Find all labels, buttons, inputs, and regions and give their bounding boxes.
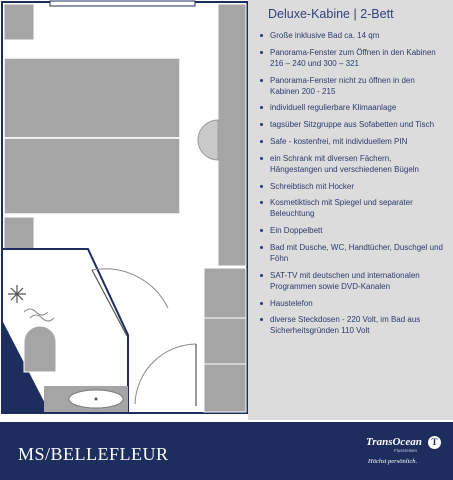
feature-list: [260, 30, 443, 336]
window-strip: [50, 1, 195, 6]
cabin-floor-plan: [0, 0, 249, 420]
feature-item: Kosmetiktisch mit Spiegel und separater Beleuchtung: [260, 197, 443, 219]
logo-subtitle: Flussreisen: [394, 448, 418, 453]
feature-item: diverse Steckdosen - 220 Volt, im Bad aus Sicherheitsgründen 110 Volt: [260, 314, 443, 336]
feature-item: Safe - kostenfrei, mit individuellem PIN: [260, 136, 443, 147]
feature-item: Panorama-Fenster zum Öffnen in den Kabinen 216 – 240 und 300 – 321: [260, 47, 443, 69]
feature-item: Große inklusive Bad ca. 14 qm: [260, 30, 443, 41]
feature-item: Ein Doppelbett: [260, 225, 443, 236]
toilet: [24, 326, 56, 372]
feature-item: ein Schrank mit diversen Fächern, Hängestangen und verschiedenen Bügeln: [260, 153, 443, 175]
wardrobe-lower-1: [204, 268, 246, 318]
transocean-logo: [362, 436, 444, 472]
ship-name: MS/BELLEFLEUR: [18, 444, 169, 464]
logo-emblem-icon: T: [428, 436, 441, 449]
feature-item: Bad mit Dusche, WC, Handtücher, Duschgel und Föhn: [260, 242, 443, 264]
sofa-back-top: [4, 4, 34, 40]
bed-upper: [4, 58, 180, 138]
wardrobe-upper: [218, 4, 246, 266]
info-panel: [248, 0, 453, 420]
logo-brand: TransOcean: [366, 436, 422, 448]
logo-slogan: Höchst persönlich.: [368, 458, 418, 465]
cabin-title: Deluxe-Kabine | 2-Bett: [268, 7, 394, 21]
sofa-back-bottom: [4, 217, 34, 249]
feature-item: SAT-TV mit deutschen und internationalen Programmen sowie DVD-Kanalen: [260, 270, 443, 292]
feature-item: individuell regulierbare Klimaanlage: [260, 102, 443, 113]
feature-item: tagsüber Sitzgruppe aus Sofabetten und Tisch: [260, 119, 443, 130]
feature-item: Haustelefon: [260, 298, 443, 309]
wardrobe-lower-2: [204, 318, 246, 364]
feature-item: Panorama-Fenster nicht zu öffnen in den Kabinen 200 - 215: [260, 75, 443, 97]
sink-drain: [95, 398, 98, 401]
feature-item: Schreibtisch mit Hocker: [260, 181, 443, 192]
bed-lower: [4, 138, 180, 214]
wardrobe-lower-3: [204, 364, 246, 412]
